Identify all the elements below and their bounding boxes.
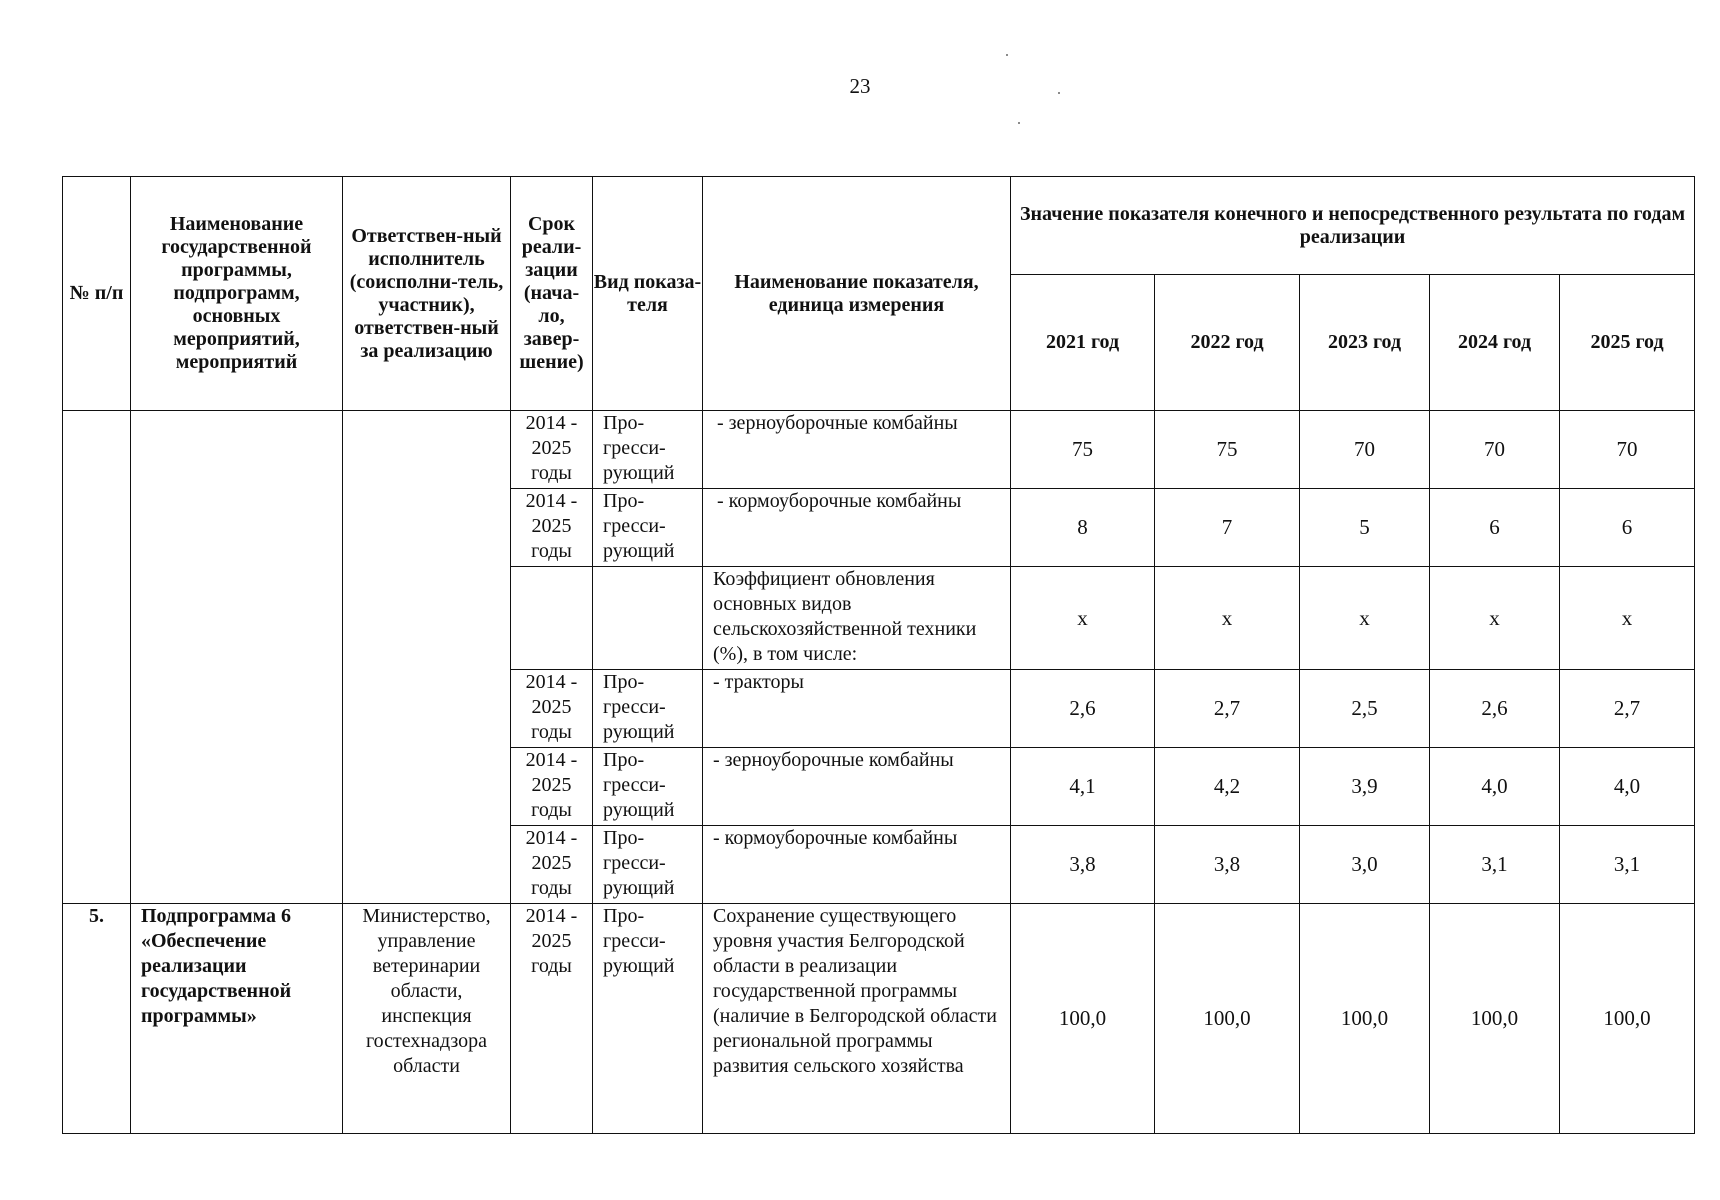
value-cell: 3,8 [1155, 826, 1300, 904]
indicators-table [62, 176, 1695, 1134]
header-year: 2025 год [1560, 275, 1695, 411]
term-cell: 2014 - 2025 годы [511, 670, 593, 748]
page-number: 23 [849, 74, 871, 98]
indicator-type-cell: Про-гресси-рующий [593, 826, 703, 904]
term-cell: 2014 - 2025 годы [511, 489, 593, 567]
header-indicator-type: Вид показа-теля [593, 177, 703, 411]
header-year: 2024 год [1430, 275, 1560, 411]
table-row-subprogram [63, 904, 1695, 1134]
value-cell: 2,7 [1560, 670, 1695, 748]
header-number: № п/п [63, 177, 131, 411]
header-year: 2023 год [1300, 275, 1430, 411]
program-name-cell: Подпрограмма 6 «Обеспечение реализации государственной программы» [131, 904, 343, 1134]
value-cell: 3,0 [1300, 826, 1430, 904]
indicator-name-cell: - зерноуборочные комбайны [703, 411, 1011, 489]
value-cell: х [1560, 567, 1695, 670]
indicator-name-cell: Коэффициент обновления основных видов сельскохозяйственной техники (%), в том числе: [703, 567, 1011, 670]
scan-speck [1058, 92, 1060, 94]
term-cell: 2014 - 2025 годы [511, 904, 593, 1134]
indicator-name-cell: - кормоуборочные комбайны [703, 489, 1011, 567]
scan-speck [1006, 54, 1008, 56]
value-cell: 75 [1155, 411, 1300, 489]
term-cell-empty [511, 567, 593, 670]
number-cell-empty [63, 411, 131, 904]
program-name-cell-empty [131, 411, 343, 904]
value-cell: 100,0 [1560, 904, 1695, 1134]
value-cell: х [1300, 567, 1430, 670]
value-cell: 3,9 [1300, 748, 1430, 826]
indicator-type-cell: Про-гресси-рующий [593, 748, 703, 826]
indicator-type-cell: Про-гресси-рующий [593, 411, 703, 489]
term-cell: 2014 - 2025 годы [511, 826, 593, 904]
indicator-type-cell: Про-гресси-рующий [593, 489, 703, 567]
value-cell: х [1430, 567, 1560, 670]
value-cell: 2,7 [1155, 670, 1300, 748]
indicator-type-cell-empty [593, 567, 703, 670]
header-year: 2021 год [1011, 275, 1155, 411]
term-cell: 2014 - 2025 годы [511, 748, 593, 826]
header-program-name: Наименование государственной программы, подпрограмм, основных мероприятий, мероприятий [131, 177, 343, 411]
value-cell: 4,0 [1430, 748, 1560, 826]
indicator-name-cell: - зерноуборочные комбайны [703, 748, 1011, 826]
value-cell: 4,1 [1011, 748, 1155, 826]
scan-speck [1018, 122, 1020, 124]
value-cell: 7 [1155, 489, 1300, 567]
value-cell: 3,1 [1430, 826, 1560, 904]
responsible-cell-empty [343, 411, 511, 904]
value-cell: 2,6 [1011, 670, 1155, 748]
table-row [63, 411, 1695, 489]
value-cell: 100,0 [1011, 904, 1155, 1134]
value-cell: 2,5 [1300, 670, 1430, 748]
header-year: 2022 год [1155, 275, 1300, 411]
value-cell: х [1011, 567, 1155, 670]
header-responsible: Ответствен-ный исполнитель (соисполни-тель, участник), ответствен-ный за реализацию [343, 177, 511, 411]
header-values-group: Значение показателя конечного и непосредственного результата по годам реализации [1011, 177, 1695, 275]
indicator-type-cell: Про-гресси-рующий [593, 670, 703, 748]
header-indicator-name: Наименование показателя, единица измерения [703, 177, 1011, 411]
value-cell: 75 [1011, 411, 1155, 489]
value-cell: 100,0 [1430, 904, 1560, 1134]
value-cell: 8 [1011, 489, 1155, 567]
indicator-name-cell: Сохранение существующего уровня участия Белгородской области в реализации государственной программы (наличие в Белгородской области региональной программы развития сельского хозяйства [703, 904, 1011, 1134]
value-cell: 100,0 [1300, 904, 1430, 1134]
value-cell: 3,1 [1560, 826, 1695, 904]
indicator-name-cell: - тракторы [703, 670, 1011, 748]
indicator-type-cell: Про-гресси-рующий [593, 904, 703, 1134]
indicator-name-cell: - кормоуборочные комбайны [703, 826, 1011, 904]
responsible-cell: Министерство, управление ветеринарии области, инспекция гостехнадзора области [343, 904, 511, 1134]
row-number-cell: 5. [63, 904, 131, 1134]
header-term: Срок реали-зации (нача-ло, завер-шение) [511, 177, 593, 411]
value-cell: 3,8 [1011, 826, 1155, 904]
value-cell: 4,2 [1155, 748, 1300, 826]
value-cell: 70 [1430, 411, 1560, 489]
value-cell: 6 [1430, 489, 1560, 567]
value-cell: 6 [1560, 489, 1695, 567]
value-cell: х [1155, 567, 1300, 670]
value-cell: 5 [1300, 489, 1430, 567]
value-cell: 70 [1300, 411, 1430, 489]
value-cell: 70 [1560, 411, 1695, 489]
term-cell: 2014 - 2025 годы [511, 411, 593, 489]
value-cell: 2,6 [1430, 670, 1560, 748]
value-cell: 100,0 [1155, 904, 1300, 1134]
value-cell: 4,0 [1560, 748, 1695, 826]
